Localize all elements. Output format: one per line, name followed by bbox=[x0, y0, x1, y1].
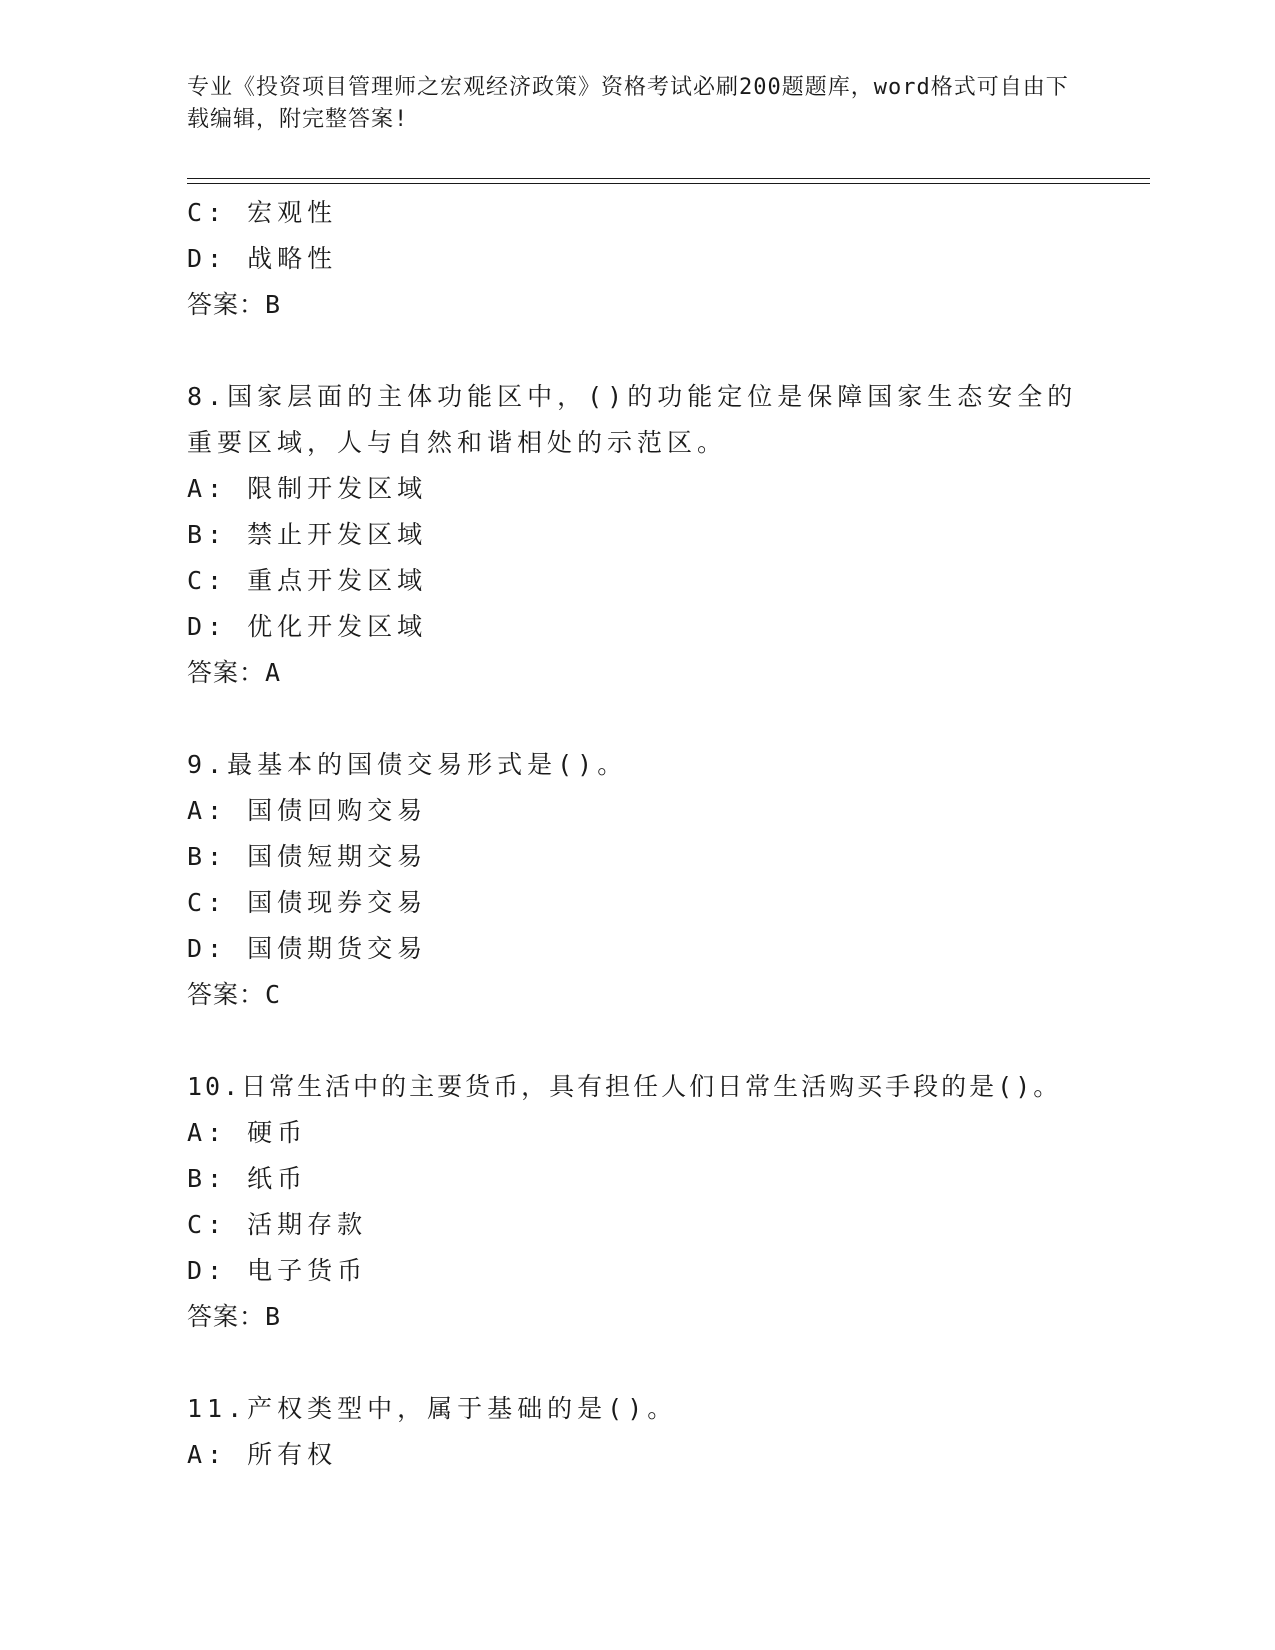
question-text: 10.日常生活中的主要货币，具有担任人们日常生活购买手段的是()。 bbox=[187, 1072, 1062, 1101]
option-b: B: 禁止开发区域 bbox=[187, 520, 428, 549]
question-block-7 bbox=[187, 190, 1087, 328]
option-c: C: 宏观性 bbox=[187, 198, 338, 227]
option-c: C: 重点开发区域 bbox=[187, 566, 428, 595]
spacer bbox=[187, 1340, 1087, 1386]
answer-value: B bbox=[265, 290, 282, 319]
document-header bbox=[187, 72, 1087, 136]
question-text: 9.最基本的国债交易形式是()。 bbox=[187, 750, 628, 779]
option-b: B: 纸币 bbox=[187, 1164, 308, 1193]
answer-value: A bbox=[265, 658, 282, 687]
answer-label: 答案： bbox=[187, 980, 266, 1009]
option-b: B: 国债短期交易 bbox=[187, 842, 428, 871]
answer-label: 答案： bbox=[187, 1302, 266, 1331]
spacer bbox=[187, 328, 1087, 374]
question-list bbox=[187, 190, 1087, 1478]
answer-value: C bbox=[265, 980, 282, 1009]
header-rule-top bbox=[187, 178, 1150, 179]
question-text: 8.国家层面的主体功能区中，()的功能定位是保障国家生态安全的重要区域，人与自然和谐相处的示范区。 bbox=[187, 382, 1078, 457]
option-a: A: 国债回购交易 bbox=[187, 796, 428, 825]
header-rule-bottom bbox=[187, 183, 1150, 184]
answer-value: B bbox=[265, 1302, 282, 1331]
option-d: D: 国债期货交易 bbox=[187, 934, 428, 963]
option-a: A: 所有权 bbox=[187, 1440, 338, 1469]
option-a: A: 限制开发区域 bbox=[187, 474, 428, 503]
option-c: C: 国债现券交易 bbox=[187, 888, 428, 917]
question-block-10 bbox=[187, 1064, 1087, 1340]
answer-label: 答案： bbox=[187, 290, 266, 319]
question-block-8 bbox=[187, 374, 1087, 696]
spacer bbox=[187, 1018, 1087, 1064]
question-block-11 bbox=[187, 1386, 1087, 1478]
header-title: 专业《投资项目管理师之宏观经济政策》资格考试必刷200题题库，word格式可自由下载编辑，附完整答案! bbox=[187, 75, 1069, 132]
answer-line bbox=[187, 972, 1087, 1018]
answer-label: 答案： bbox=[187, 658, 266, 687]
option-a: A: 硬币 bbox=[187, 1118, 308, 1147]
question-block-9 bbox=[187, 742, 1087, 1018]
option-d: D: 战略性 bbox=[187, 244, 338, 273]
answer-line bbox=[187, 650, 1087, 696]
option-d: D: 电子货币 bbox=[187, 1256, 368, 1285]
question-text: 11.产权类型中，属于基础的是()。 bbox=[187, 1394, 678, 1423]
answer-line bbox=[187, 1294, 1087, 1340]
spacer bbox=[187, 696, 1087, 742]
option-c: C: 活期存款 bbox=[187, 1210, 368, 1239]
answer-line bbox=[187, 282, 1087, 328]
option-d: D: 优化开发区域 bbox=[187, 612, 428, 641]
